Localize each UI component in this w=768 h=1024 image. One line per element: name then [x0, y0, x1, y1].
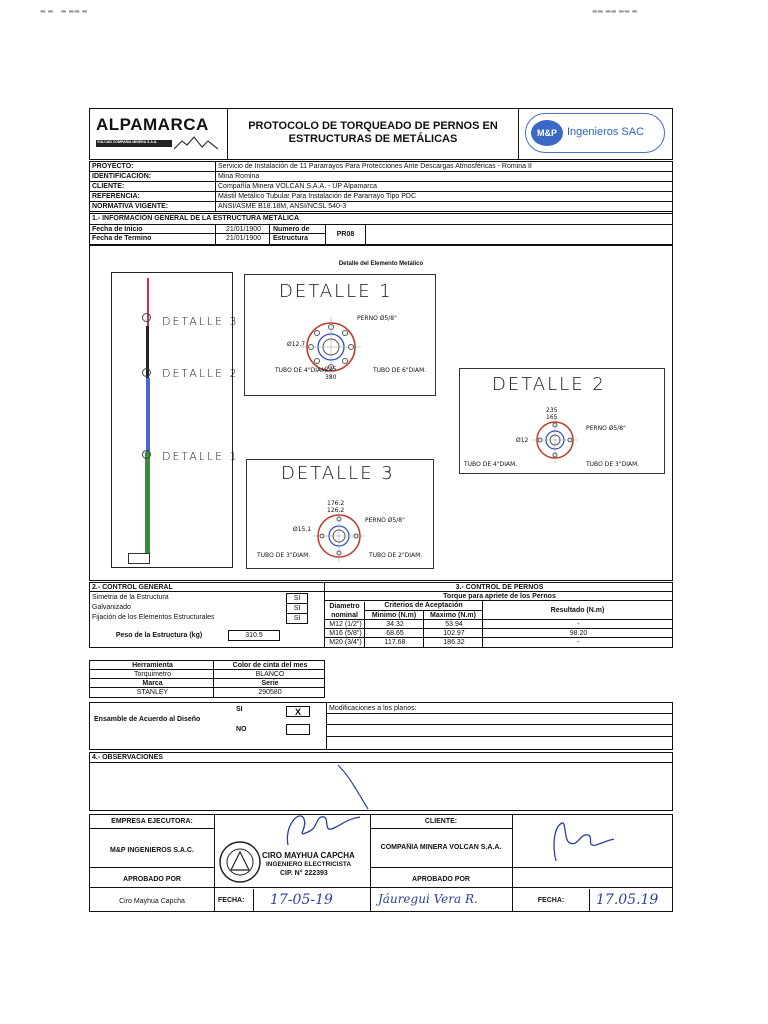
logo-left: [90, 109, 228, 159]
peso-label: Peso de la Estructura (kg): [115, 632, 203, 639]
rule: [90, 828, 214, 829]
section1-header: [90, 214, 672, 225]
tool-r3c2: 290580: [258, 689, 282, 696]
tool-h1: Herramienta: [90, 661, 214, 669]
modificaciones-box: [326, 703, 672, 749]
torque-min: 68.65: [365, 629, 424, 637]
col-diametro: [325, 602, 365, 620]
detalle3-dim2: 126.2: [327, 507, 345, 514]
stamp-title: INGENIERO ELECTRICISTA: [266, 861, 352, 868]
fecha-cell-left: [214, 889, 254, 911]
section3-subheader: [325, 592, 672, 601]
detalle3-tubo-right: TUBO DE 2"DIAM.: [369, 552, 423, 559]
col-criterios: Criterios de Aceptación: [365, 601, 483, 611]
tool-r1c2: BLANCO: [255, 671, 285, 678]
fecha-termino-label: Fecha de Termino: [90, 234, 216, 244]
persona-name: Ciro Mayhua Capcha: [119, 898, 185, 905]
col-resultado: Resultado (N.m): [483, 601, 672, 620]
detalle2-tubo-left: TUBO DE 4"DIAM.: [464, 461, 518, 468]
control-item-value: SI: [286, 603, 308, 614]
detalle1-dim2: 380: [325, 374, 337, 381]
modificaciones-label: Modificaciones a los planos:: [329, 705, 417, 712]
ensamble-no-checkbox[interactable]: [286, 724, 310, 735]
tool-row: [90, 688, 324, 697]
torque-max: 53.94: [424, 620, 483, 628]
logo-left-sub: VOLCAN COMPAÑIA MINERA S.A.A.: [97, 140, 158, 144]
section1-title: 1.- INFORMACIÓN GENERAL DE LA ESTRUCTURA METÁLICA: [92, 215, 300, 222]
mast-segment-blue: [146, 378, 150, 452]
col-diametro-line1: Diametro: [329, 603, 360, 610]
flange-2-drawing: [532, 417, 578, 463]
info-label: IDENTIFICACIÓN:: [90, 172, 216, 181]
fecha-label-left: FECHA:: [218, 897, 245, 904]
info-value: Compañía Minera VOLCAN S.A.A. - UP Alpamarca: [218, 183, 377, 190]
tool-h2: Color de cinta del mes: [232, 662, 308, 669]
detalle2-dim1: 235: [546, 407, 558, 414]
section4-observaciones: [89, 752, 673, 811]
stamp-name: CIRO MAYHUA CAPCHA: [262, 851, 355, 860]
detalle2-perno: PERNO Ø5/8": [586, 425, 626, 432]
detalle1-dim1: 225: [325, 366, 337, 373]
section3-subtitle: Torque para apriete de los Pernos: [443, 593, 556, 600]
callout-circle-3: [142, 313, 151, 322]
drawing-title: Detalle del Elemento Metálico: [338, 261, 424, 267]
project-info-table: [89, 161, 673, 213]
cliente-label: CLIENTE:: [424, 818, 458, 825]
tool-table: [89, 660, 325, 698]
mast-base: [128, 553, 150, 564]
torque-result: 98.20: [569, 630, 588, 637]
numero-estructura-value: PR08: [326, 225, 366, 244]
tool-r2c2: Serie: [261, 680, 279, 687]
control-item-label: Simetria de la Estructura: [92, 594, 169, 601]
control-item-value: SI: [286, 593, 308, 604]
torque-row: [325, 629, 672, 638]
section4-title: 4.- OBSERVACIONES: [92, 754, 163, 761]
stamp-cip: CIP. N° 222393: [280, 870, 328, 877]
rule: [90, 887, 672, 888]
ensamble-si-checkbox[interactable]: X: [286, 706, 310, 717]
detalle2-title: DETALLE 2: [492, 374, 606, 395]
section2-title: 2.- CONTROL GENERAL: [92, 584, 173, 591]
empresa-name: M&P INGENIEROS S.A.C.: [110, 847, 194, 854]
signatures-section: [89, 814, 673, 912]
section2-header: [90, 583, 324, 592]
torque-row: [325, 638, 672, 647]
numero-label-line1: Numero de: [273, 226, 310, 233]
control-item-label: Fijación de los Elementos Estructurales: [92, 614, 215, 621]
tool-row: [90, 661, 324, 670]
header: [89, 108, 673, 160]
detalle1-perno: PERNO Ø5/8": [357, 315, 397, 322]
empresa-label: EMPRESA EJECUTORA:: [111, 818, 193, 825]
mp-logo-text: Ingenieros SAC: [567, 126, 645, 138]
aprobado-por-left: APROBADO POR: [123, 876, 181, 883]
document-title: [228, 120, 518, 146]
torque-diam: M16 (5/8"): [325, 629, 365, 637]
detalle2-tubo-right: TUBO DE 3"DIAM.: [586, 461, 640, 468]
fecha-cell-right: [512, 889, 590, 911]
fecha-label-right: FECHA:: [537, 897, 565, 904]
tool-r3c1: STANLEY: [90, 688, 214, 697]
mountain-icon: [174, 135, 218, 151]
torque-max: 186.32: [424, 638, 483, 647]
col-maximo: Maximo (N.m): [424, 611, 483, 620]
info-value: ANSI/ASME B18.18M, ANSI/NCSL 540-3: [218, 203, 347, 210]
info-label: PROYECTO:: [90, 162, 216, 171]
logo-right: [518, 109, 672, 159]
detalle1-title: DETALLE 1: [279, 281, 393, 302]
detalle3-box: [246, 459, 434, 569]
info-value: Servicio de Instalación de 11 Pararrayos Para Protecciones Ante Descargas Atmosféricas - Romina II: [218, 163, 532, 170]
section1: [89, 213, 673, 245]
torque-result: -: [577, 621, 580, 628]
scan-artifact-right: ▬▬ ▬▬ ▬▬ ▬: [592, 8, 638, 15]
cliente-name: COMPAÑIA MINERA VOLCAN S.A.A.: [380, 844, 502, 851]
drawing-area: [89, 245, 673, 581]
info-row: [90, 192, 672, 202]
detalle3-tubo-left: TUBO DE 3"DIAM.: [257, 552, 311, 559]
peso-value: 310.5: [228, 630, 280, 641]
info-row: [90, 202, 672, 212]
signature-left: [274, 805, 364, 853]
modificaciones-line[interactable]: [327, 713, 673, 725]
detalle2-box: [459, 368, 665, 474]
alpamarca-logo: ALPAMARCA: [96, 115, 209, 134]
flange-3-drawing: [313, 510, 365, 562]
title-line-1: PROTOCOLO DE TORQUEADO DE PERNOS EN: [248, 120, 498, 132]
title-line-2: ESTRUCTURAS DE METÁLICAS: [288, 133, 458, 145]
numero-estructura-label: [270, 225, 326, 244]
callout-detalle-3: DETALLE 3: [162, 315, 239, 328]
ensamble-label: Ensamble de Acuerdo al Diseño: [94, 716, 201, 723]
detalle1-tubo-left: TUBO DE 4"DIAM.: [275, 367, 329, 374]
tool-row: [90, 670, 324, 679]
ensamble-no-label: NO: [236, 726, 247, 733]
section2-control-general: [89, 582, 325, 648]
info-row: [90, 162, 672, 172]
info-label: NORMATIVA VIGENTE:: [90, 202, 216, 211]
mp-logo-mark: M&P: [531, 120, 563, 146]
numero-label-line2: Estructura: [273, 235, 309, 242]
col-diametro-line2: nominal: [331, 612, 358, 619]
callout-circle-2: [142, 368, 151, 377]
info-label: REFERENCIA:: [90, 192, 216, 201]
callout-circle-1: [142, 450, 151, 459]
fecha-termino-value: 21/01/1900: [216, 234, 270, 244]
detalle2-dim2: 165: [546, 414, 558, 421]
fecha-inicio-label: Fecha de Inicio: [90, 225, 216, 233]
tool-row: [90, 679, 324, 688]
cip-seal-icon: [218, 839, 262, 885]
fecha-inicio-value: 21/01/1900: [216, 225, 270, 233]
callout-detalle-2: DETALLE 2: [162, 367, 239, 380]
info-value: Mina Romina: [218, 173, 260, 180]
section3-header: [325, 583, 672, 592]
rule: [370, 828, 512, 829]
aprobado-por-right: APROBADO POR: [412, 876, 470, 883]
modificaciones-line[interactable]: [327, 736, 673, 737]
section3-title: 3.- CONTROL DE PERNOS: [455, 584, 544, 591]
torque-diam: M12 (1/2"): [325, 620, 365, 628]
torque-min: 34.32: [365, 620, 424, 628]
torque-min: 117.68: [365, 638, 424, 647]
divider: [370, 815, 371, 911]
detalle1-dia: Ø12.7: [287, 341, 306, 348]
torque-diam: M20 (3/4"): [325, 638, 365, 647]
info-value: Mástil Metálico Tubular Para Instalación de Pararrayo Tipo PDC: [218, 193, 417, 200]
detalle3-title: DETALLE 3: [281, 463, 395, 484]
detalle3-dia: Ø15.1: [293, 526, 312, 533]
info-row: [90, 172, 672, 182]
signature-right: [536, 817, 616, 865]
fecha-right-value: 17.05.19: [596, 892, 659, 908]
torque-result: -: [577, 639, 580, 646]
detalle1-tubo-right: TUBO DE 6"DIAM.: [373, 367, 427, 374]
control-item-label: Galvanizado: [92, 604, 131, 611]
mast-segment-green: [145, 452, 150, 554]
section3-control-pernos: [325, 582, 673, 648]
observaciones-stroke: [330, 763, 390, 811]
detalle3-perno: PERNO Ø5/8": [365, 517, 405, 524]
torque-max: 102.97: [424, 629, 483, 637]
detalle2-dia: Ø12: [516, 437, 529, 444]
col-minimo: Minimo (N.m): [365, 611, 424, 620]
tool-r2c1: Marca: [90, 679, 214, 687]
callout-detalle-1: DETALLE 1: [162, 450, 239, 463]
ensamble-section: [89, 702, 673, 750]
info-row: [90, 182, 672, 192]
rule: [90, 867, 214, 868]
ensamble-si-label: SI: [236, 706, 243, 713]
rule: [370, 867, 672, 868]
tool-r1c1: Torquimetro: [90, 670, 214, 678]
fecha-left-value: 17-05-19: [270, 892, 333, 908]
scan-artifact: ▬ ▬ ▬ ▬▬ ▬: [40, 8, 88, 15]
firma-cliente: Jáuregui Vera R.: [378, 892, 478, 906]
detalle3-dim1: 176.2: [327, 500, 345, 507]
control-item-value: SI: [286, 613, 308, 624]
detalle1-box: [244, 274, 436, 396]
info-label: CLIENTE:: [90, 182, 216, 191]
torque-row: [325, 620, 672, 629]
